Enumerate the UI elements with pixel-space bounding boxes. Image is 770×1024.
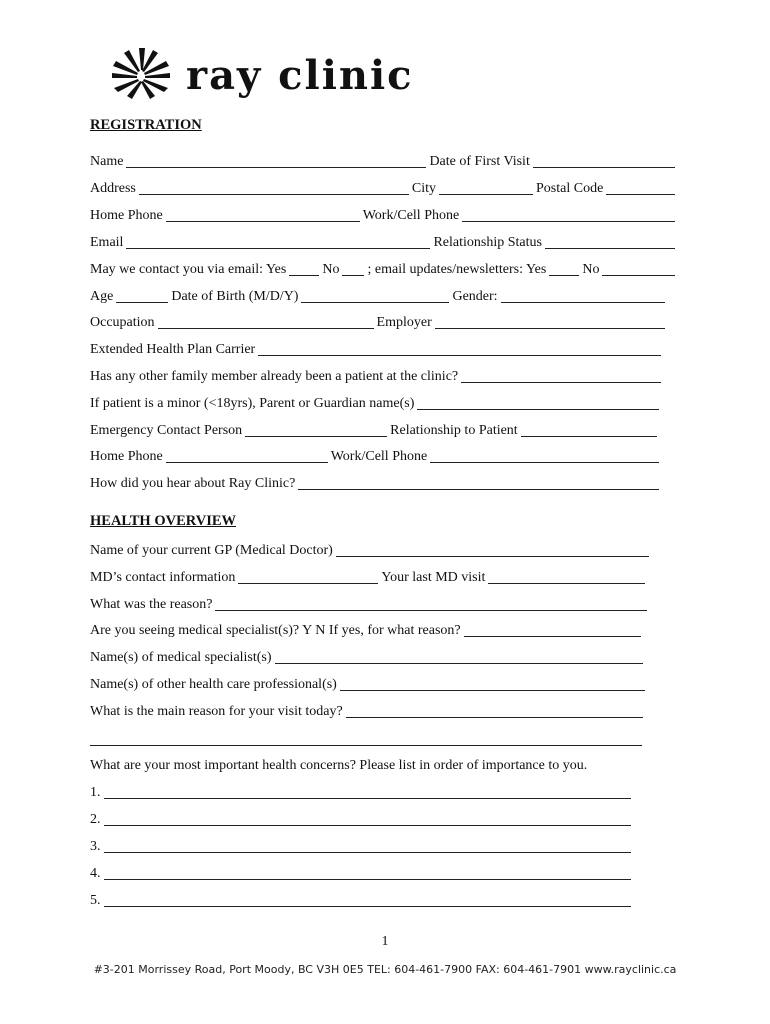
concern-field[interactable] — [104, 814, 632, 826]
concerns-prompt-row — [90, 758, 690, 774]
concern-item — [90, 785, 634, 801]
concern-item — [90, 812, 634, 828]
home-phone-field[interactable] — [166, 210, 360, 222]
md-contact-row — [90, 570, 648, 586]
specialist-names-row — [90, 650, 646, 666]
clinic-logo — [110, 42, 414, 102]
email-field[interactable] — [126, 237, 430, 249]
concern-field[interactable] — [104, 787, 632, 799]
current-gp-label: Name of your current GP (Medical Doctor) — [90, 543, 333, 558]
main-reason-field[interactable] — [346, 706, 643, 718]
specialist-row — [90, 623, 644, 639]
current-gp-row — [90, 543, 652, 559]
emergency-contact-row — [90, 423, 660, 439]
specialist-names-label: Name(s) of medical specialist(s) — [90, 650, 272, 665]
hear-about-label: How did you hear about Ray Clinic? — [90, 476, 296, 491]
dob-field[interactable] — [301, 291, 449, 303]
hear-about-row — [90, 476, 662, 492]
concern-field[interactable] — [104, 895, 632, 907]
page-number: 1 — [381, 934, 389, 949]
minor-guardian-row — [90, 396, 662, 412]
specialist-reason-field[interactable] — [464, 625, 641, 637]
clinic-name: ray clinic — [186, 51, 414, 99]
extended-health-row — [90, 342, 664, 358]
extended-health-field[interactable] — [258, 344, 661, 356]
footer-contact: #3-201 Morrissey Road, Port Moody, BC V3H 0E5 TEL: 604-461-7900 FAX: 604-461-7901 www.rayclinic.ca — [93, 963, 677, 976]
postal-code-field[interactable] — [606, 183, 675, 195]
employer-label: Employer — [376, 315, 432, 330]
email-contact-no[interactable] — [342, 264, 364, 276]
concern-item — [90, 866, 634, 882]
family-patient-field[interactable] — [461, 371, 661, 383]
occupation-row — [90, 315, 668, 331]
emergency-home-phone-label: Home Phone — [90, 449, 163, 464]
age-field[interactable] — [116, 291, 168, 303]
address-field[interactable] — [139, 183, 409, 195]
date-first-visit-field[interactable] — [533, 156, 675, 168]
newsletters-no-label: No — [582, 262, 600, 277]
name-label: Name — [90, 154, 124, 169]
sunburst-icon — [110, 44, 172, 100]
minor-guardian-field[interactable] — [417, 398, 659, 410]
family-patient-label: Has any other family member already been a patient at the clinic? — [90, 369, 459, 384]
work-cell-phone-field[interactable] — [462, 210, 675, 222]
concern-number: 1. — [90, 785, 101, 800]
relationship-patient-label: Relationship to Patient — [390, 423, 518, 438]
concern-number: 4. — [90, 866, 101, 881]
concern-item — [90, 893, 634, 909]
address-row — [90, 181, 678, 197]
reason-row — [90, 597, 650, 613]
email-contact-yes[interactable] — [289, 264, 319, 276]
last-md-visit-label: Your last MD visit — [381, 570, 486, 585]
hear-about-field[interactable] — [298, 478, 659, 490]
email-contact-no-label: No — [322, 262, 340, 277]
concern-number: 3. — [90, 839, 101, 854]
specialist-names-field[interactable] — [275, 652, 643, 664]
newsletters-no[interactable] — [602, 264, 675, 276]
main-reason-continuation-field[interactable] — [90, 745, 642, 746]
gender-label: Gender: — [452, 289, 498, 304]
main-reason-row — [90, 704, 646, 720]
home-phone-label: Home Phone — [90, 208, 163, 223]
gender-field[interactable] — [501, 291, 665, 303]
last-md-visit-field[interactable] — [488, 572, 645, 584]
age-label: Age — [90, 289, 114, 304]
md-contact-label: MD’s contact information — [90, 570, 236, 585]
address-label: Address — [90, 181, 136, 196]
occupation-field[interactable] — [158, 317, 374, 329]
reason-field[interactable] — [215, 599, 647, 611]
city-field[interactable] — [439, 183, 533, 195]
age-row — [90, 289, 668, 305]
relationship-status-label: Relationship Status — [433, 235, 542, 250]
email-contact-row — [90, 262, 678, 278]
name-row — [90, 154, 678, 170]
relationship-patient-field[interactable] — [521, 425, 657, 437]
main-reason-label: What is the main reason for your visit today? — [90, 704, 343, 719]
emergency-contact-field[interactable] — [245, 425, 387, 437]
phone-row — [90, 208, 678, 224]
email-contact-question: May we contact you via email: Yes — [90, 262, 287, 277]
employer-field[interactable] — [435, 317, 665, 329]
health-overview-heading: HEALTH OVERVIEW — [90, 513, 237, 529]
concern-number: 5. — [90, 893, 101, 908]
concern-item — [90, 839, 634, 855]
newsletters-yes[interactable] — [549, 264, 579, 276]
other-professionals-row — [90, 677, 648, 693]
other-professionals-label: Name(s) of other health care professional(s) — [90, 677, 337, 692]
emergency-home-phone-field[interactable] — [166, 451, 328, 463]
extended-health-label: Extended Health Plan Carrier — [90, 342, 256, 357]
minor-guardian-label: If patient is a minor (<18yrs), Parent or Guardian name(s) — [90, 396, 415, 411]
family-patient-row — [90, 369, 664, 385]
concerns-prompt: What are your most important health concerns? Please list in order of importance to you. — [90, 758, 588, 773]
emergency-work-phone-label: Work/Cell Phone — [330, 449, 428, 464]
concern-number: 2. — [90, 812, 101, 827]
registration-heading: REGISTRATION — [90, 117, 202, 133]
work-cell-phone-label: Work/Cell Phone — [362, 208, 460, 223]
emergency-work-phone-field[interactable] — [430, 451, 659, 463]
concern-field[interactable] — [104, 841, 632, 853]
email-label: Email — [90, 235, 124, 250]
relationship-status-field[interactable] — [545, 237, 675, 249]
email-row — [90, 235, 678, 251]
date-first-visit-label: Date of First Visit — [429, 154, 530, 169]
occupation-label: Occupation — [90, 315, 155, 330]
city-label: City — [411, 181, 437, 196]
concern-field[interactable] — [104, 868, 632, 880]
postal-code-label: Postal Code — [536, 181, 604, 196]
name-field[interactable] — [126, 156, 426, 168]
emergency-contact-label: Emergency Contact Person — [90, 423, 243, 438]
newsletters-label: ; email updates/newsletters: Yes — [367, 262, 547, 277]
specialist-question: Are you seeing medical specialist(s)? Y N If yes, for what reason? — [90, 623, 461, 638]
emergency-phone-row — [90, 449, 662, 465]
other-professionals-field[interactable] — [340, 679, 645, 691]
current-gp-field[interactable] — [336, 545, 649, 557]
dob-label: Date of Birth (M/D/Y) — [171, 289, 299, 304]
reason-label: What was the reason? — [90, 597, 213, 612]
md-contact-field[interactable] — [238, 572, 378, 584]
